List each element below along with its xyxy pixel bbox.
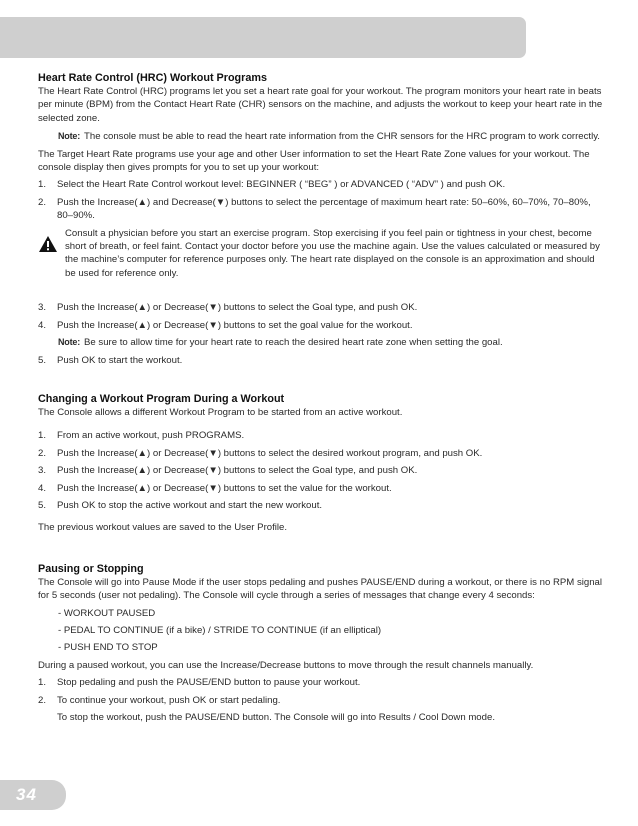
list-number: 1. xyxy=(38,430,47,442)
section-title-change: Changing a Workout Program During a Workout xyxy=(38,392,285,405)
list-number: 3. xyxy=(38,465,47,477)
hrc-note-2 xyxy=(58,336,606,349)
section-title-pause: Pausing or Stopping xyxy=(38,562,144,575)
pause-intro: The Console will go into Pause Mode if the user stops pedaling and pushes PAUSE/END during a workout, or there is no RPM signal for 5 seconds (user not pedaling). The Console will cycle through a series of messages that change every 4 seconds: xyxy=(38,576,603,602)
warning-icon xyxy=(38,235,58,253)
change-steps xyxy=(38,429,606,512)
hrc-steps-a xyxy=(38,178,606,222)
hrc-step-5 xyxy=(38,354,606,367)
list-text: Stop pedaling and push the PAUSE/END button to pause your workout. xyxy=(57,677,361,689)
hrc-note xyxy=(58,130,606,143)
list-item xyxy=(38,178,606,191)
list-item xyxy=(38,319,606,332)
message-item: - PUSH END TO STOP xyxy=(58,642,158,654)
list-item xyxy=(38,429,606,442)
pause-stop-text: To stop the workout, push the PAUSE/END button. The Console will go into Results / Cool Down mode. xyxy=(57,712,495,723)
pause-messages xyxy=(38,607,606,655)
list-number: 2. xyxy=(38,694,47,706)
page-number-tab xyxy=(0,780,66,810)
list-item xyxy=(38,676,606,689)
list-item xyxy=(38,447,606,460)
list-text: Push OK to start the workout. xyxy=(57,354,183,366)
note-label: Note: xyxy=(58,337,80,348)
list-number: 2. xyxy=(38,447,47,459)
list-number: 1. xyxy=(38,677,47,689)
page-number: 34 xyxy=(16,785,37,804)
change-footer: The previous workout values are saved to the User Profile. xyxy=(38,522,288,534)
message-item: - WORKOUT PAUSED xyxy=(58,607,156,619)
list-item xyxy=(38,694,606,707)
list-text: Push the Increase(▲) and Decrease(▼) buttons to select the percentage of maximum heart rate: 50–60%, 60–70%, 70–80%, 80–90%. xyxy=(57,196,591,222)
list-text: Select the Heart Rate Control workout level: BEGINNER ( “BEG” ) or ADVANCED ( “ADV” ) and push OK. xyxy=(57,179,506,191)
hrc-steps-b xyxy=(38,301,606,332)
list-number: 5. xyxy=(38,499,47,511)
hrc-intro: The Heart Rate Control (HRC) programs let you set a heart rate goal for your workout. The program monitors your heart rate in beats per minute (BPM) from the Contact Heart Rate (CHR) sensors on the machine, and adjusts the workout to keep your heart rate in the selected zone. xyxy=(38,86,603,124)
pause-para2: During a paused workout, you can use the Increase/Decrease buttons to move through the result channels manually. xyxy=(38,659,534,671)
header-bar xyxy=(0,17,526,58)
list-number: 3. xyxy=(38,302,47,314)
warning-text: Consult a physician before you start an exercise program. Stop exercising if you feel pain or tightness in your chest, become short of breath, or feel faint. Contact your doctor before you use the machine again. Use the values calculated or measured by the machine’s computer for reference purposes only. The heart rate displayed on the console is an approximation and should be used for reference only. xyxy=(65,227,600,279)
list-text: Push the Increase(▲) or Decrease(▼) buttons to select the Goal type, and push OK. xyxy=(57,465,418,477)
list-number: 4. xyxy=(38,482,47,494)
list-text: Push the Increase(▲) or Decrease(▼) buttons to select the Goal type, and push OK. xyxy=(57,302,418,314)
list-item xyxy=(38,196,606,223)
list-item xyxy=(38,301,606,314)
list-text: Push the Increase(▲) or Decrease(▼) buttons to set the goal value for the workout. xyxy=(57,319,413,331)
note-text: Be sure to allow time for your heart rate to reach the desired heart rate zone when setting the goal. xyxy=(84,337,503,349)
list-number: 1. xyxy=(38,179,47,191)
list-item xyxy=(38,499,606,512)
message-item: - PEDAL TO CONTINUE (if a bike) / STRIDE TO CONTINUE (if an elliptical) xyxy=(58,624,382,636)
list-number: 5. xyxy=(38,354,47,366)
page-content xyxy=(38,71,606,724)
list-text: Push the Increase(▲) or Decrease(▼) buttons to set the value for the workout. xyxy=(57,482,392,494)
list-text: Push OK to stop the active workout and start the new workout. xyxy=(57,499,323,511)
note-text: The console must be able to read the heart rate information from the CHR sensors for the HRC program to work correctly. xyxy=(84,131,600,143)
hrc-para2: The Target Heart Rate programs use your age and other User information to set the Heart Rate Zone values for your workout. The console display then gives prompts for you to set up your workout: xyxy=(38,148,590,174)
list-number: 4. xyxy=(38,319,47,331)
list-item xyxy=(38,482,606,495)
list-item xyxy=(38,464,606,477)
list-item xyxy=(38,354,606,367)
list-text: To continue your workout, push OK or start pedaling. xyxy=(57,694,281,706)
change-intro: The Console allows a different Workout Program to be started from an active workout. xyxy=(38,406,403,418)
pause-steps xyxy=(38,676,606,707)
note-label: Note: xyxy=(58,131,80,142)
warning-box xyxy=(38,227,606,281)
section-title-hrc: Heart Rate Control (HRC) Workout Programs xyxy=(38,72,267,84)
list-text: Push the Increase(▲) or Decrease(▼) buttons to select the desired workout program, and push OK. xyxy=(57,447,483,459)
list-number: 2. xyxy=(38,196,47,208)
list-text: From an active workout, push PROGRAMS. xyxy=(57,430,245,442)
